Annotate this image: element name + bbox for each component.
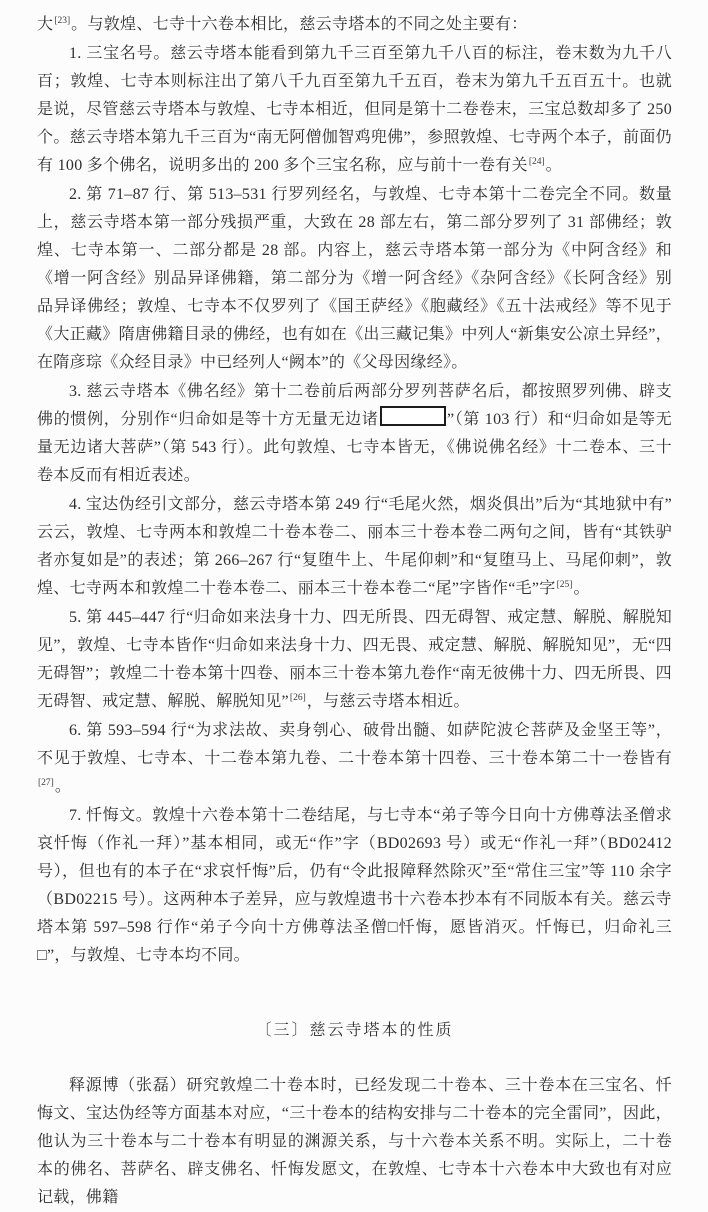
missing-text-box <box>380 406 446 426</box>
paragraph <box>37 604 672 716</box>
text-run: 1. 三宝名号。慈云寺塔本能看到第九千三百至第九千八百的标注，卷末数为九千八百；敦煌、七寺本则标注出了第八千九百至第九千五百，卷末为第九千五百五十。也就是说，尽管慈云寺塔本与敦煌、七寺本相近，但同是第十二卷卷末，三宝总数却多了 250 个。慈云寺塔本第九千三百为“南无阿僧伽智鸡兜佛”，参照敦煌、七寺两个本子，前面仍有 100 多个佛名，说明多出的 200 多个三宝名称，应与前十一卷有关 <box>37 45 672 174</box>
footnote-ref: [26] <box>289 693 306 703</box>
text-run: ，与慈云寺塔本相近。 <box>306 693 470 710</box>
text-run: 释源博（张磊）研究敦煌二十卷本时，已经发现二十卷本、三十卷本在三宝名、忏悔文、宝达伪经等方面基本对应，“三十卷本的结构安排与二十卷本的完全雷同”，因此，他认为三十卷本与二十卷本有明显的渊源关系，与十六卷本关系不明。实际上，二十卷本的佛名、菩萨名、辟支佛名、忏悔发愿文，在敦煌、七寺本十六卷本中大致也有对应记载，佛籍 <box>37 1077 672 1206</box>
text-run: 〔三〕慈云寺塔本的性质 <box>255 1022 454 1039</box>
section-heading <box>37 1017 672 1045</box>
footnote-ref: [24] <box>528 157 545 167</box>
text-run: 。 <box>545 157 562 174</box>
text-run: 2. 第 71–87 行、第 513–531 行罗列经名，与敦煌、七寺本第十二卷完全不同。数量上，慈云寺塔本第一部分残损严重，大致在 28 部左右，第二部分罗列了 31 部佛经；敦煌、七寺本第一、二部分都是 28 部。内容上，慈云寺塔本第一部分为《中阿含经》和《增一阿含经》别品异译佛籍，第二部分为《增一阿含经》《杂阿含经》《长阿含经》别品异译佛经；敦煌、七寺本不仅罗列了《国王萨经》《胞藏经》《五十法戒经》等不见于《大正藏》隋唐佛籍目录的佛经，也有如在《出三藏记集》中列人“新集安公凉土异经”，在隋彦琮《众经目录》中已经列人“阙本”的《父母因缘经》。 <box>37 186 672 371</box>
document-body <box>37 11 672 1212</box>
paragraph <box>37 1072 672 1212</box>
footnote-ref: [27] <box>38 778 54 788</box>
text-run: 。与敦煌、七寺十六卷本相比，慈云寺塔本的不同之处主要有： <box>71 16 528 33</box>
text-run: 。 <box>54 778 72 795</box>
footnote-ref: [25] <box>556 580 573 590</box>
paragraph <box>37 491 672 603</box>
text-run: 7. 忏悔文。敦煌十六卷本第十二卷结尾，与七寺本“弟子等今日向十方佛尊法圣僧求哀忏悔（作礼一拜）”基本相同，或无“作”字（BD02693 号）或无“作礼一拜”（BD02412 号），但也有的本子在“求哀忏悔”后，仍有“令此报障释然除灭”至“常住三宝”等 110 余字（BD02215 号）。这两种本子差异，应与敦煌遗书十六卷本抄本有不同版本有关。慈云寺塔本第 597–598 行作“弟子今向十方佛尊法圣僧□忏悔，愿皆消灭。忏悔已，归命礼三□”，与敦煌、七寺本均不同。 <box>37 807 672 964</box>
text-run: 大 <box>37 16 54 33</box>
paragraph <box>37 11 672 39</box>
text-run: 5. 第 445–447 行“归命如来法身十力、四无所畏、四无碍智、戒定慧、解脱、解脱知见”，敦煌、七寺本皆作“归命如来法身十力、四无畏、戒定慧、解脱、解脱知见”，无“四无碍智”；敦煌二十卷本第十四卷、丽本三十卷本第九卷作“南无彼佛十力、四无所畏、四无碍智、戒定慧、解脱、解脱知见” <box>37 609 672 710</box>
text-run: 。 <box>573 580 590 597</box>
paragraph <box>37 717 672 801</box>
paragraph <box>37 40 672 180</box>
footnote-ref: [23] <box>54 16 71 26</box>
text-run: 3. 慈云寺塔本《佛名经》第十二卷前后两部分罗列菩萨名后，都按照罗列佛、辟支佛的惯例，分别作“归命如是等十方无量无边诸 <box>37 383 672 428</box>
paragraph <box>37 181 672 377</box>
text-run: 4. 宝达伪经引文部分，慈云寺塔本第 249 行“毛尾火然，烟炎俱出”后为“其地狱中有”云云，敦煌、七寺两本和敦煌二十卷本卷二、丽本三十卷本卷二两句之间，皆有“其铁驴者亦复如是”的表述；第 266–267 行“复堕牛上、牛尾仰刺”和“复堕马上、马尾仰刺”，敦煌、七寺两本和敦煌二十卷本卷二、丽本三十卷本卷二“尾”字皆作“毛”字 <box>37 496 672 597</box>
text-run: ”（第 103 行）和“归命如是等无量无边诸大菩萨”（第 543 行）。此句敦煌、七寺本皆无，《佛说佛名经》十二卷本、三十卷本反而有相近表述。 <box>37 411 672 484</box>
paragraph <box>37 378 672 490</box>
text-run: 6. 第 593–594 行“为求法故、卖身刳心、破骨出髓、如萨陀波仑菩萨及金坚王等”，不见于敦煌、七寺本、十二卷本第九卷、二十卷本第十四卷、三十卷本第二十一卷皆有 <box>37 722 672 767</box>
paragraph <box>37 802 672 970</box>
